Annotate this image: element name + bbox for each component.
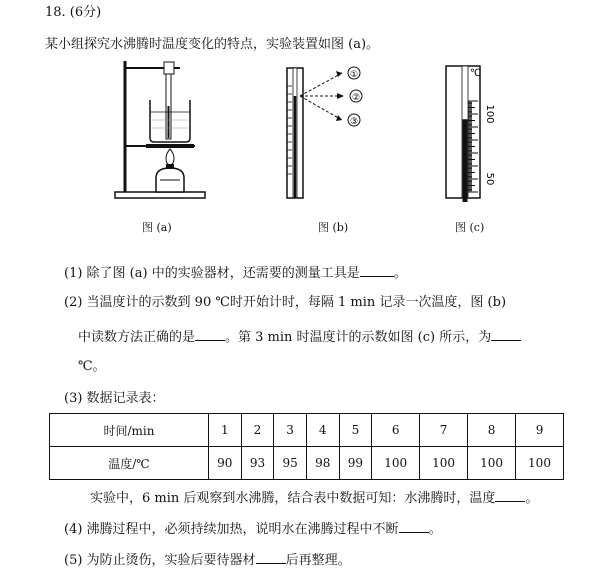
table-header-time: 时间/min xyxy=(50,414,209,447)
answer-blank-4[interactable] xyxy=(399,518,429,533)
answer-blank-2a[interactable] xyxy=(195,326,225,341)
marker-3: ③ xyxy=(349,117,359,127)
data-record-table xyxy=(49,413,564,480)
temp-cell: 100 xyxy=(420,447,468,480)
question-number: 18. (6分) xyxy=(45,5,102,20)
part-3-label: (3) 数据记录表： xyxy=(64,391,165,406)
temp-cell: 93 xyxy=(241,447,274,480)
figure-c-caption: 图 (c) xyxy=(455,221,485,234)
time-cell: 6 xyxy=(372,414,420,447)
part-1: (1) 除了图 (a) 中的实验器材，还需要的测量工具是 。 xyxy=(64,262,407,283)
time-cell: 3 xyxy=(274,414,307,447)
temp-cell: 90 xyxy=(209,447,242,480)
temp-cell: 98 xyxy=(306,447,339,480)
answer-blank-1[interactable] xyxy=(360,262,394,277)
table-row-time xyxy=(50,414,564,447)
marker-2: ② xyxy=(351,93,361,103)
time-cell: 2 xyxy=(241,414,274,447)
part-3-conclusion: 实验中，6 min 后观察到水沸腾，结合表中数据可知：水沸腾时，温度 。 xyxy=(90,487,538,508)
question-intro: 某小组探究水沸腾时温度变化的特点，实验装置如图 (a)。 xyxy=(45,37,380,52)
part-4: (4) 沸腾过程中，必须持续加热，说明水在沸腾过程中不断 。 xyxy=(64,518,442,539)
table-header-temperature: 温度/℃ xyxy=(50,447,209,480)
part-5: (5) 为防止烫伤，实验后要待器材 后再整理。 xyxy=(64,549,351,570)
marker-1: ① xyxy=(349,70,359,80)
figure-b-caption: 图 (b) xyxy=(318,221,349,234)
part-2-line-3: ℃。 xyxy=(78,359,106,374)
tick-label-50: 50 xyxy=(484,172,495,186)
part-2-line-2: 中读数方法正确的是 。第 3 min 时温度计的示数如图 (c) 所示，为 xyxy=(78,326,521,347)
temp-cell: 100 xyxy=(468,447,516,480)
temp-cell: 95 xyxy=(274,447,307,480)
time-cell: 8 xyxy=(468,414,516,447)
tick-label-100: 100 xyxy=(484,104,495,124)
figure-a-caption: 图 (a) xyxy=(142,221,172,234)
temp-cell: 99 xyxy=(339,447,372,480)
figure-c-thermometer xyxy=(442,62,502,207)
answer-blank-5[interactable] xyxy=(256,549,286,564)
figure-b-reading-methods xyxy=(282,56,392,206)
time-cell: 9 xyxy=(516,414,564,447)
answer-blank-3[interactable] xyxy=(495,487,525,502)
answer-blank-2b[interactable] xyxy=(491,326,521,341)
part-2-line-1: (2) 当温度计的示数到 90 ℃时开始计时，每隔 1 min 记录一次温度，图 (b) xyxy=(64,295,507,310)
table-row-temperature xyxy=(50,447,564,480)
temp-cell: 100 xyxy=(516,447,564,480)
time-cell: 4 xyxy=(306,414,339,447)
time-cell: 7 xyxy=(420,414,468,447)
time-cell: 1 xyxy=(209,414,242,447)
time-cell: 5 xyxy=(339,414,372,447)
temp-cell: 100 xyxy=(372,447,420,480)
figure-a-apparatus xyxy=(110,56,220,206)
unit-label: ℃ xyxy=(470,68,482,79)
